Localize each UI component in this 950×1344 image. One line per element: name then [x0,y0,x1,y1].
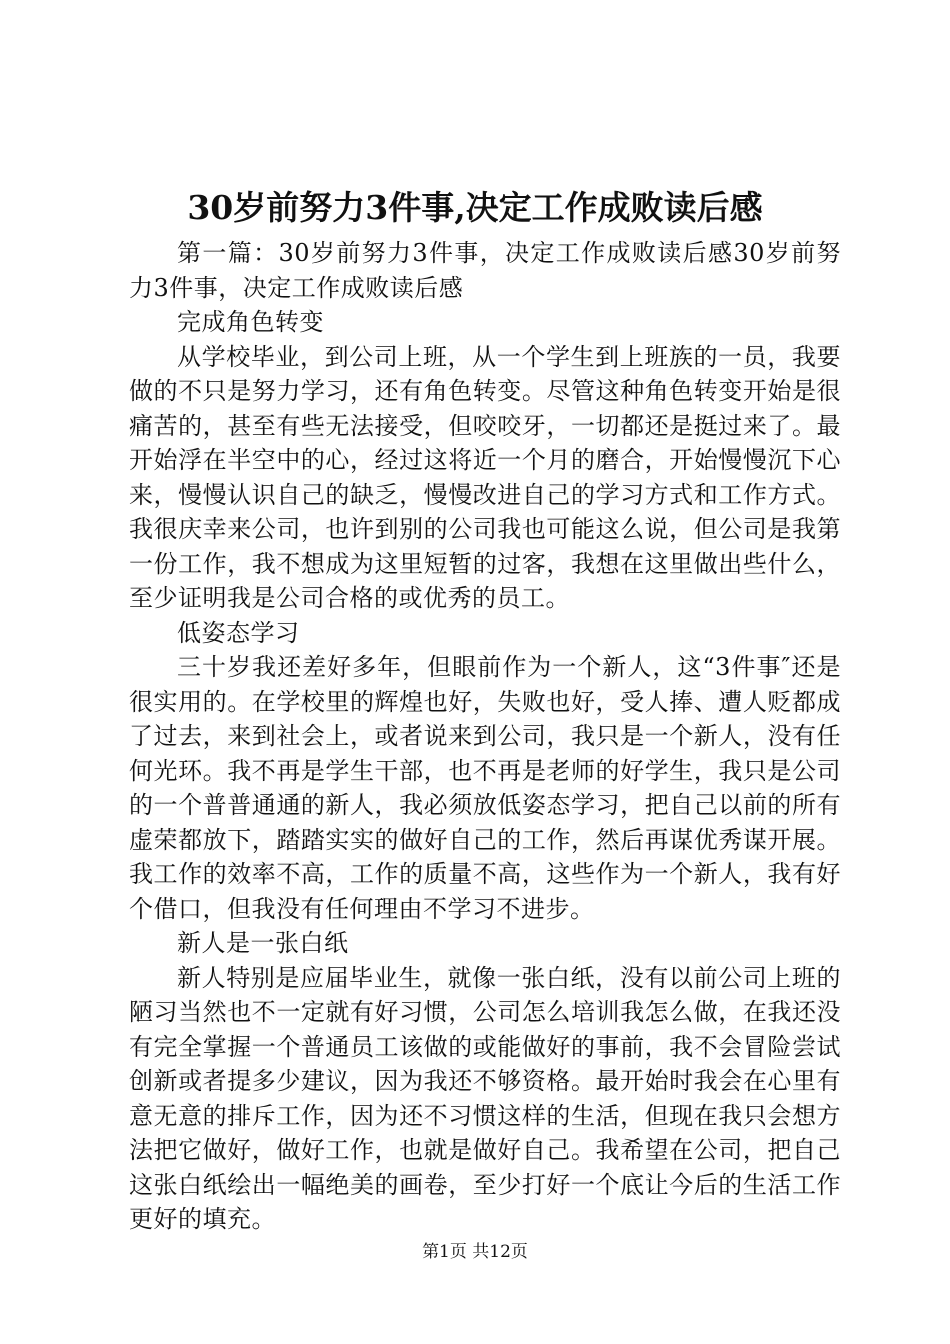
section-heading-role-change: 完成角色转变 [177,308,324,336]
section-heading-blank-paper: 新人是一张白纸 [177,929,349,957]
paragraph-low-posture: 三十岁我还差好多年，但眼前作为一个新人，这“3件事″还是很实用的。在学校里的辉煌也好，失败也好，受人捧、遭人贬都成了过去，来到社会上，或者说来到公司，我只是一个新人，没有任何光环。我不再是学生干部，也不再是老师的好学生，我只是公司的一个普普通通的新人，我必须放低姿态学习，把自己以前的所有虚荣都放下，踏踏实实的做好自己的工作，然后再谋优秀谋开展。我工作的效率不高，工作的质量不高，这些作为一个新人，我有好个借口，但我没有任何理由不学习不进步。 [129,653,841,923]
section-heading-low-posture: 低姿态学习 [177,618,300,647]
paragraph-role-change: 从学校毕业，到公司上班，从一个学生到上班族的一员，我要做的不只是努力学习，还有角色转变。尽管这种角色转变开始是很痛苦的，甚至有些无法接受，但咬咬牙，一切都还是挺过来了。最开始浮在半空中的心，经过这将近一个月的磨合，开始慢慢沉下心来，慢慢认识自己的缺乏，慢慢改进自己的学习方式和工作方式。我很庆幸来公司，也许到别的公司我也可能这么说，但公司是我第一份工作，我不想成为这里短暂的过客，我想在这里做出些什么，至少证明我是公司合格的或优秀的员工。 [129,342,841,612]
document-title: 30岁前努力3件事,决定工作成败读后感 [187,188,763,227]
paragraph-blank-paper: 新人特别是应届毕业生，就像一张白纸，没有以前公司上班的陋习当然也不一定就有好习惯，公司怎么培训我怎么做，在我还没有完全掌握一个普通员工该做的或能做好的事前，我不会冒险尝试创新或者提多少建议，因为我还不够资格。最开始时我会在心里有意无意的排斥工作，因为还不习惯这样的生活，但现在我只会想方法把它做好，做好工作，也就是做好自己。我希望在公司，把自己这张白纸绘出一幅绝美的画卷，至少打好一个底让今后的生活工作更好的填充。 [129,963,841,1233]
document-body [129,236,841,1237]
page-number-footer: 第1页 共12页 [422,1242,528,1262]
intro-paragraph: 第一篇：30岁前努力3件事，决定工作成败读后感30岁前努力3件事，决定工作成败读后感 [129,239,841,302]
